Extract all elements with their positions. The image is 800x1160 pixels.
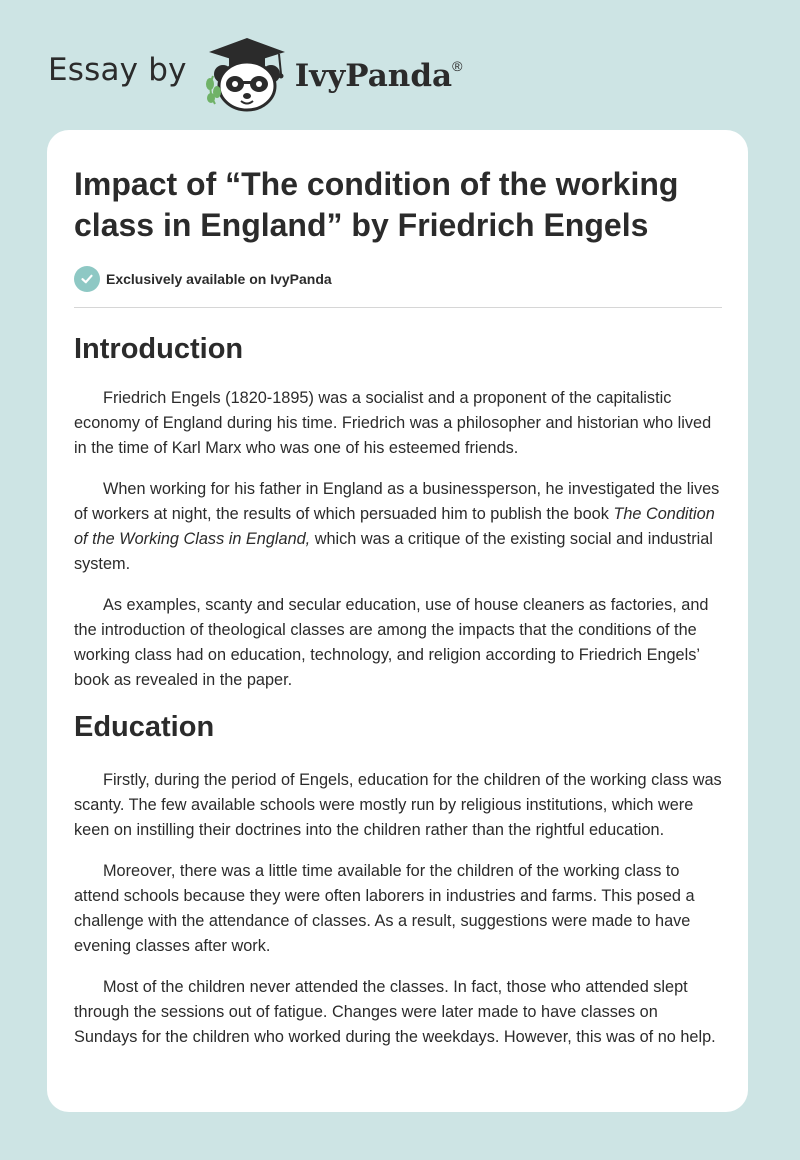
divider — [74, 307, 722, 308]
essay-card — [47, 130, 748, 1112]
paragraph: Most of the children never attended the classes. In fact, those who attended slept through the sessions out of fatigue. Changes were later made to have classes on Sundays for the children who worked during the weekdays. However, this was of no help. — [74, 978, 716, 1046]
section-heading-introduction: Introduction — [74, 333, 244, 365]
panda-graduate-icon[interactable] — [201, 34, 293, 114]
paragraph: As examples, scanty and secular education, use of house cleaners as factories, and the introduction of theological classes are among the impacts that the conditions of the working class had on education, technology, and religion according to Friedrich Engels’ book as revealed in the paper. — [74, 596, 709, 689]
check-icon — [74, 266, 100, 292]
paragraph: Firstly, during the period of Engels, education for the children of the working class was scanty. The few available schools were mostly run by religious institutions, which were keen on instilling their doctrines into the children rather than the rightful education. — [74, 771, 722, 839]
essay-title: Impact of “The condition of the working class in England” by Friedrich Engels — [74, 166, 679, 243]
badge-text: Exclusively available on IvyPanda — [106, 271, 332, 287]
paragraph: Friedrich Engels (1820-1895) was a socialist and a proponent of the capitalistic economy of England during his time. Friedrich was a philosopher and historian who lived in the time of Karl Marx who was one of his esteemed friends. — [74, 389, 712, 457]
brand-name[interactable]: IvyPanda® — [294, 57, 463, 94]
paragraph: When working for his father in England as a businessperson, he investigated the lives of workers at night, the results of which persuaded him to publish the book The Condition of the Working Class in England, which was a critique of the existing social and industrial system. — [74, 480, 720, 573]
registered-mark: ® — [452, 57, 463, 74]
paragraph: Moreover, there was a little time available for the children of the working class to attend schools because they were often laborers in industries and farms. This posed a challenge with the attendance of classes. As a result, suggestions were made to have evening classes after work. — [74, 862, 695, 955]
book-title: The Condition of the Working Class in England, — [74, 505, 715, 548]
exclusive-badge — [74, 266, 722, 292]
site-header — [48, 34, 462, 114]
essay-by-label: Essay by — [48, 52, 187, 88]
section-heading-education: Education — [74, 711, 215, 743]
